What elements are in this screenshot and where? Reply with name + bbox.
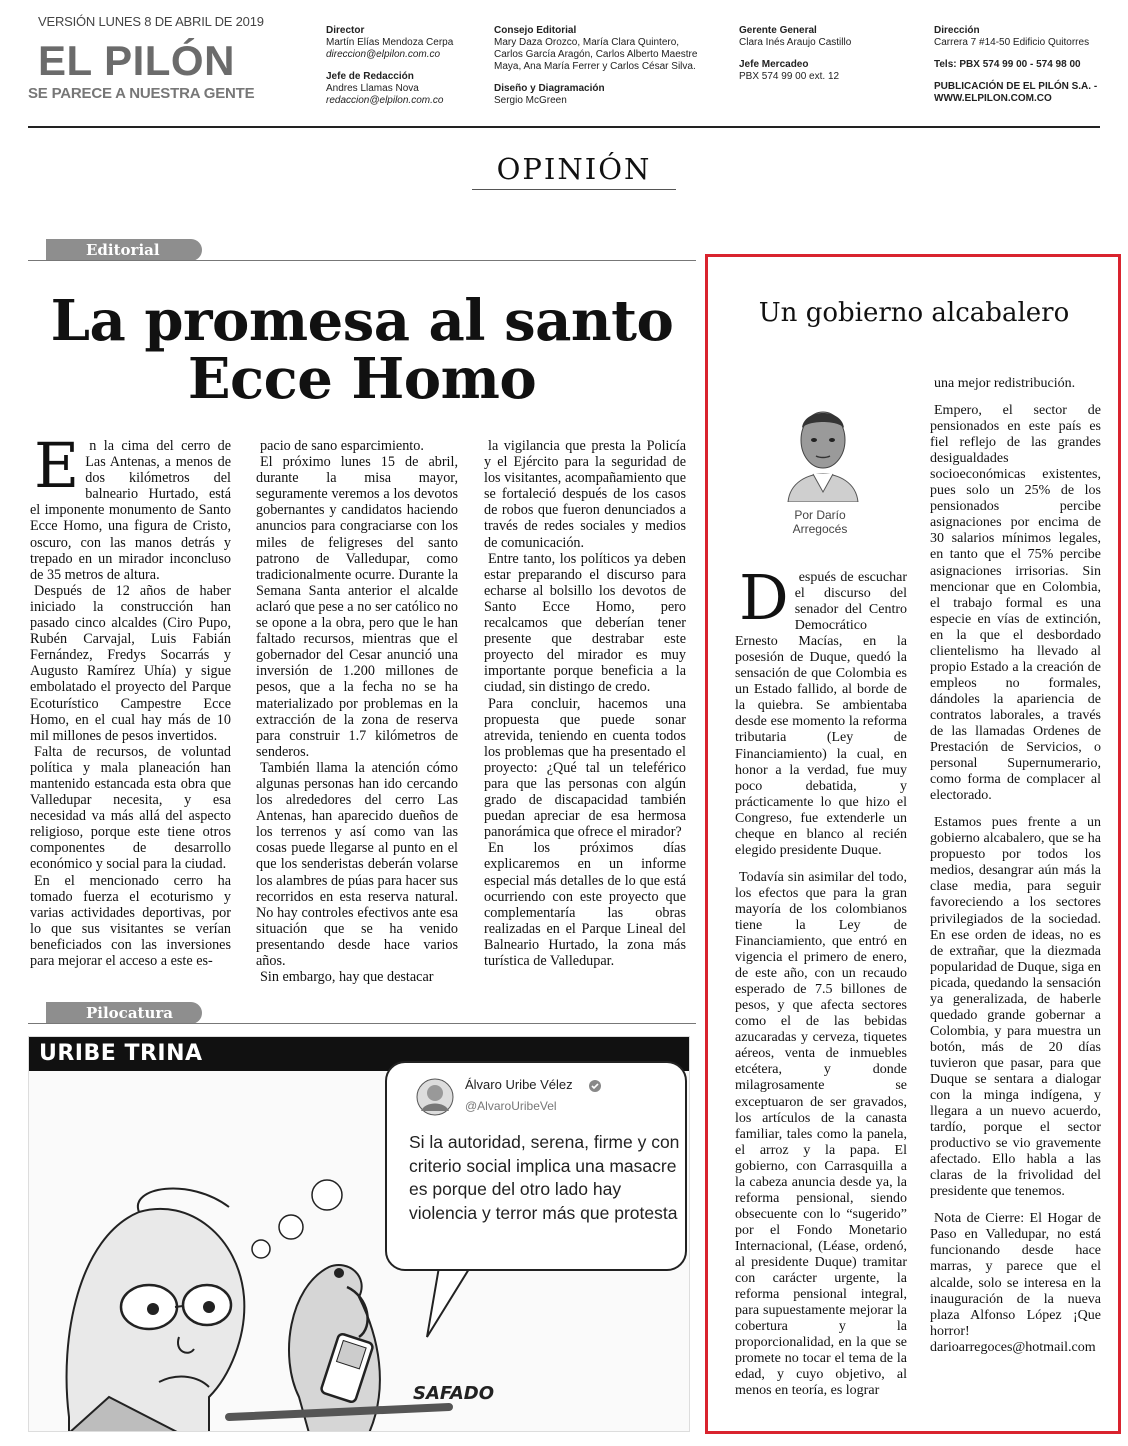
cartoon-panel [28,1036,690,1432]
editorial-paragraph: Sin embargo, hay que destacar [260,969,434,986]
opinion-column-a [735,561,907,1399]
gerente-role: Gerente General [739,25,817,36]
editorial-paragraph: Falta de recursos, de voluntad política y mala planeación han mantenido estancada esta obra que Valledupar necesita, y esa necesidad va más allá del aspecto religioso, porque este tiene otros componentes de desarrollo económico y social para la ciudad. [30,743,231,873]
headline-line-1: La promesa al santo [50,288,674,354]
publicacion-line: PUBLICACIÓN DE EL PILÓN S.A. - [934,81,1098,92]
author-line-2: Arregocés [792,522,848,536]
website-line: WWW.ELPILON.COM.CO [934,93,1052,104]
consejo-line: Carlos García Aragón, Carlos Alberto Maestre [494,49,698,60]
opinion-paragraph: Todavía sin asimilar del todo, los efectos que para la gran mayoría de los colombianos tiene la Ley de Financiamiento, que entró en vigencia el primero de enero, de este año, con un recaudo esperado de 7.5 billones de pesos, y que afecta sectores como el de las bebidas azucaradas y cerveza, tiquetes aéreos, venta de inmuebles etcétera, y donde milagrosamente se exceptuaron de ser gravados, los artículos de la canasta familiar, tales como la panela, el arroz y la papa. El gobierno, con Carrasquilla a la cabeza anuncia desde ya, la reforma pensional, siendo obsecuente con lo “sugerido” por el Fondo Monetario Internacional, (Léase, ordenó, al presidente Duque) tramitar con carácter urgente, la reforma pensional integral, para supuestamente mejorar la cobertura y la proporcionalidad, en la que se promete no tocar el tema de la edad, y cuyo objetivo, al menos en teoría, es lograr [735,869,907,1399]
staff-direccion-block [934,25,1097,105]
jefe-redaccion-email: redaccion@elpilon.com.co [326,95,444,106]
pilocatura-tab: Pilocatura [46,1002,202,1024]
masthead-brand [28,14,290,102]
author-line-1: Por Darío [794,508,846,522]
direccion-tels: Tels: PBX 574 99 00 - 574 98 00 [934,59,1081,70]
cartoon-title: URIBE TRINA [39,1041,203,1066]
jefe-redaccion-role: Jefe de Redacción [326,71,414,82]
staff-director-block [326,25,453,107]
headline-line-2: Ecce Homo [187,346,537,412]
author-portrait [778,392,868,502]
tweet-text: Si la autoridad, serena, firme y con criterio social implica una masacre es porque del otro lado hay violencia y terror más que protesta [409,1132,680,1223]
editorial-paragraph: Después de 12 años de haber iniciado la construcción han pasado cinco alcaldes (Ciro Pupo, Rubén Carvajal, Luis Fabián Fernández, Fredys Socarrás y Augusto Ramírez Uhía) y sigue embolatado el proyecto del Parque Ecoturístico Campestre Ecce Homo, en el cual hay más de 10 mil millones de pesos invertidos. [30,582,231,744]
editorial-column-1 [30,429,231,969]
director-role: Director [326,25,365,36]
verified-badge-icon [589,1080,601,1092]
drop-cap: E [34,429,80,502]
newspaper-slogan: SE PARECE A NUESTRA GENTE [28,85,255,102]
diseno-role: Diseño y Diagramación [494,83,605,94]
editorial-column-3 [484,438,686,969]
tweet-author-handle: @AlvaroUribeVel [465,1099,557,1113]
opinion-paragraph: Estamos pues frente a un gobierno alcabalero, que se ha propuesto por todos los medios, desangrar aún más la clase media, para seguir favoreciendo a los sectores privilegiados de la sociedad. En ese orden de ideas, no es de extrañar, que la diezmada popularidad de Duque, siga en picada, quedando la sensación ya generalizada, de haberle quedado grande gobernar a Colombia, y para muestra un botón, más de 20 días tuvieron que pasar, para que Duque se sentara a dialogar con la minga indígena, y llegara a un nuevo acuerdo, tardío, porque el sector productivo se vio gravemente afectado. Ello habla a las claras de la frivolidad del presidente que tenemos. [930,815,1101,1200]
consejo-role: Consejo Editorial [494,25,577,36]
editorial-paragraph: Para concluir, hacemos una propuesta que puede sonar atrevida, teniendo en cuenta todos los problemas que ha presentado el proyecto: ¿Qué tal un teleférico para que las personas con algún grado de discapacidad también puedan apreciar de esa hermosa panorámica que ofrece el mirador? [484,695,686,841]
editorial-paragraph: En el mencionado cerro ha tomado fuerza el ecoturismo y varias actividades deportivas, por lo que sus visitantes se verían beneficiados con las inversiones para mejorar el acceso a este es- [30,872,231,969]
opinion-column-title: Un gobierno alcabalero [758,298,1070,328]
author-byline [760,508,880,536]
edition-date: VERSIÓN LUNES 8 DE ABRIL DE 2019 [38,14,264,29]
editorial-paragraph: También llama la atención cómo algunas personas han ido cercando los alrededores del cerro Las Antenas, han aparecido dueños de los terrenos y así como van las cosas puede llegarse al punto en el que los senderistas deberán volarse los alambres de púas para hacer sus recorridos en esta reserva natural. No hay controles efectivos ante esa situación que se ha venido presentando desde hace varios años. [256,759,458,969]
direccion-role: Dirección [934,25,980,36]
editorial-headline [30,288,694,412]
mercadeo-phone: PBX 574 99 00 ext. 12 [739,71,840,82]
tweet-author-name: Álvaro Uribe Vélez [465,1077,573,1092]
direccion-address: Carrera 7 #14-50 Edificio Quitorres [934,37,1090,48]
pilocatura-rule [28,1023,696,1024]
editorial-paragraph: la vigilancia que presta la Policía y el Ejército para la seguridad de los visitantes, acompañamiento que se fortaleció después de los casos de robos que fueron denunciados a través de redes sociales y medios de comunicación. [484,438,686,551]
editorial-paragraph: pacio de sano esparcimiento. [260,438,424,454]
opinion-column-b [930,376,1101,1356]
avatar-icon [415,1077,455,1117]
editorial-rule [28,260,696,261]
consejo-line: Maya, Ana María Ferrer y Carlos César Silva. [494,61,696,72]
editorial-paragraph: En la cima del cerro de Las Antenas, a menos de dos kilómetros del balneario Hurtado, está el imponente monumento de Santo Ecce Homo, una figura de Cristo, oscuro, con las manos detrás y trepado en un mirador inconcluso de 35 metros de altura. [30,429,231,583]
masthead-divider [28,126,1100,128]
director-name: Martín Elías Mendoza Cerpa [326,37,454,48]
diseno-name: Sergio McGreen [494,95,567,106]
editorial-paragraph: En los próximos días explicaremos en un informe especial más detalles de lo que está ocurriendo con este proyecto que complementaría las obras realizadas en el Parque Lineal del Balneario Hurtado, la zona más turística de Valledupar. [484,840,686,969]
editorial-paragraph: El próximo lunes 15 de abril, durante la misa mayor, seguramente veremos a los devotos gobernantes y candidatos haciendo anuncios para congraciarse con los miles de feligreses del santo patrono de Valledupar, como tradicionalmente ocurre. Durante la Semana Santa anterior el alcalde aclaró que pese a no ser católico no se opone a la obra, pero que le han faltado recursos, mientras que el gobernador del Cesar anunció una inversión de 1.200 millones de pesos, que a la fecha no se ha materializado por problemas en la extracción de la zona de reserva para construir 1.7 kilómetros de senderos. [256,454,458,760]
drop-cap: D [739,561,789,634]
staff-gerente-block [739,25,851,83]
opinion-paragraph: Después de escuchar el discurso del senador del Centro Democrático Ernesto Macías, en la posesión de Duque, quedó la sensación de que Colombia es un Estado fallido, al borde de la quiebra. Se ambientaba desde ese momento la reforma tributaria (Ley de Financiamiento) la cual, en honor a la verdad, fue muy poco debatida, y prácticamente lo que hizo el Congreso, fue extenderle un cheque en blanco al recién elegido presidente Duque. [735,561,907,858]
editorial-column-2 [256,438,458,985]
section-underline [472,189,676,190]
opinion-paragraph: Nota de Cierre: El Hogar de Paso en Valledupar, no está funcionando desde hace marras, y parece que el alcalde, solo se interesa en la inauguración de la nueva plaza Alfonso López ¡Que horror! darioarregoces@hotmail.com [930,1211,1101,1355]
newspaper-logo: EL PILÓN [38,37,235,84]
jefe-redaccion-name: Andres Llamas Nova [326,83,419,94]
opinion-paragraph: una mejor redistribución. [934,376,1076,391]
consejo-line: Mary Daza Orozco, María Clara Quintero, [494,37,680,48]
gerente-name: Clara Inés Araujo Castillo [739,37,852,48]
editorial-tab: Editorial [46,239,202,261]
staff-consejo-block [494,25,697,107]
mercadeo-role: Jefe Mercadeo [739,59,809,70]
opinion-paragraph: Empero, el sector de pensionados en este país es fiel reflejo de las grandes desigualdades socioeconómicas existentes, pues solo un 25% de los pensionados percibe asignaciones por encima de 30 salarios mínimos legales, en tanto que el 75% percibe asignaciones irrisorias. Sin mencionar que en Colombia, el trabajo formal es una especie en vías de extinción, en la que el desbordado clientelismo ha llevado al propio Estado a la creación de empleos no formales, dándoles la apariencia de contratos laborales, a través de las llamadas Ordenes de Prestación de Servicios, o personal Supernumerario, como forma de complacer al electorado. [930,403,1101,804]
director-email: direccion@elpilon.com.co [326,49,441,60]
editorial-paragraph: Entre tanto, los políticos ya deben estar preparando el discurso para echarse al bolsillo los devotos de Santo Ecce Homo, pero recalcamos que deberían tener presente que destrabar este proyecto del mirador es muy importante porque beneficia a la ciudad, sin distingo de credo. [484,550,686,696]
section-title: OPINIÓN [496,152,652,186]
cartoonist-signature: SAFADO [413,1383,495,1404]
